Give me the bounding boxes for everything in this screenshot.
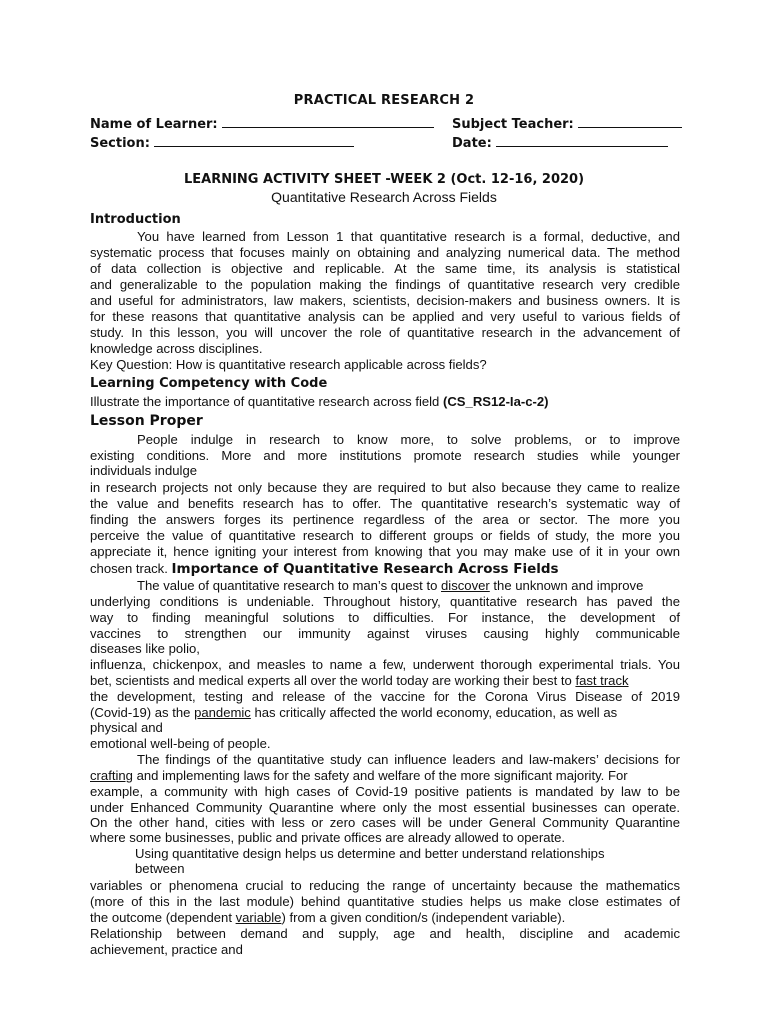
importance-line: emotional well-being of people. — [90, 736, 271, 751]
design-line: between — [135, 861, 185, 876]
page-title: PRACTICAL RESEARCH 2 — [293, 93, 475, 108]
importance-line — [90, 673, 680, 689]
lesson-line: appreciate it, hence igniting your interest from knowing that you may make use of it in your own — [90, 544, 680, 559]
design-line: Using quantitative design helps us determine and better understand relationships — [135, 846, 605, 861]
design-line: variables or phenomena crucial to reducing the range of uncertainty because the mathematics — [90, 878, 680, 893]
activity-sheet-title: LEARNING ACTIVITY SHEET -WEEK 2 (Oct. 12-16, 2020) — [183, 172, 585, 187]
findings-line: On the other hand, cities with less or zero cases will be under General Community Quarantine — [90, 815, 680, 830]
text-run: ) from a given condition/s (independent variable). — [281, 910, 566, 925]
subject-teacher-field — [452, 115, 682, 132]
lesson-line: in research projects not only because they are required to but also because they came to realize — [90, 480, 680, 495]
date-blank[interactable] — [496, 134, 668, 147]
variable-term: variable — [235, 910, 282, 925]
text-run: The value of quantitative research to man’s quest to — [137, 578, 442, 593]
name-of-learner-blank[interactable] — [222, 115, 434, 128]
text-run: (Covid-19) as the — [90, 705, 195, 720]
text-run: and implementing laws for the safety and welfare of the more significant majority. For — [132, 768, 628, 783]
text-run: has critically affected the world economy, education, as well as — [250, 705, 618, 720]
activity-sheet-subtitle: Quantitative Research Across Fields — [271, 189, 497, 205]
text-run: the unknown and improve — [489, 578, 644, 593]
lesson-line: perceive the value of quantitative research to different groups or fields of study, the more you — [90, 528, 680, 543]
intro-line: You have learned from Lesson 1 that quantitative research is a formal, deductive, and — [137, 229, 680, 244]
importance-line — [90, 578, 680, 594]
findings-line: The findings of the quantitative study can influence leaders and law-makers’ decisions for — [137, 752, 680, 767]
key-question: Key Question: How is quantitative research applicable across fields? — [90, 357, 487, 372]
lesson-line-text: chosen track. — [90, 561, 172, 576]
lesson-line: People indulge in research to know more, to solve problems, or to improve — [137, 432, 680, 447]
importance-line: diseases like polio, — [90, 641, 200, 656]
section-date-row — [90, 134, 690, 152]
date-field — [452, 134, 668, 151]
design-line — [90, 910, 680, 926]
intro-line: of data collection is objective and replicable. At the same time, its analysis is statistical — [90, 261, 680, 276]
findings-line: under Enhanced Community Quarantine where only the most essential businesses can operate. — [90, 800, 680, 815]
competency-heading: Learning Competency with Code — [90, 376, 328, 391]
intro-line: for these reasons that quantitative analysis can be applied and very useful to various fields of — [90, 309, 680, 324]
name-of-learner-field — [90, 115, 434, 132]
competency-code: (CS_RS12-Ia-c-2) — [442, 394, 549, 409]
learner-info-row — [90, 115, 690, 133]
lesson-line: finding the answers forges its pertinence regardless of the area or sector. The more you — [90, 512, 680, 527]
lesson-line: existing conditions. More and more institutions promote research studies while younger — [90, 448, 680, 463]
importance-line: physical and — [90, 720, 163, 735]
pandemic-term: pandemic — [194, 705, 251, 720]
intro-line: knowledge across disciplines. — [90, 341, 263, 356]
name-of-learner-label: Name of Learner: — [90, 117, 218, 132]
text-run: the outcome (dependent — [90, 910, 236, 925]
intro-line: study. In this lesson, you will uncover the role of quantitative research in the advancement of — [90, 325, 680, 340]
intro-line: systematic process that focuses mainly on obtaining and analyzing numerical data. The method — [90, 245, 680, 260]
importance-heading: Importance of Quantitative Research Across Fields — [171, 561, 559, 577]
lesson-line — [90, 561, 680, 577]
introduction-heading: Introduction — [90, 212, 181, 227]
competency-text — [90, 394, 680, 410]
importance-line: the development, testing and release of the vaccine for the Corona Virus Disease of 2019 — [90, 689, 680, 704]
intro-line: and useful for administrators, law makers, scientists, decision-makers and business owners. It is — [90, 293, 680, 308]
section-label: Section: — [90, 136, 150, 151]
importance-line: influenza, chickenpox, and measles to name a few, underwent thorough experimental trials. You — [90, 657, 680, 672]
section-blank[interactable] — [154, 134, 354, 147]
importance-line: way to finding meaningful solutions to difficulties. For instance, the development of — [90, 610, 680, 625]
competency-description: Illustrate the importance of quantitative research across field — [90, 394, 443, 409]
section-field — [90, 134, 354, 151]
discover-term: discover — [441, 578, 490, 593]
importance-line — [90, 705, 680, 721]
design-line: (more of this in the last module) behind quantitative studies helps us make close estimates of — [90, 894, 680, 909]
crafting-term: crafting — [90, 768, 133, 783]
date-label: Date: — [452, 136, 492, 151]
design-line: achievement, practice and — [90, 942, 243, 957]
subject-teacher-blank[interactable] — [578, 115, 682, 128]
lesson-line: individuals indulge — [90, 463, 198, 478]
fast-track-term: fast track — [575, 673, 629, 688]
findings-line — [90, 768, 680, 784]
design-line: Relationship between demand and supply, age and health, discipline and academic — [90, 926, 680, 941]
importance-line: vaccines to strengthen our immunity against viruses causing highly communicable — [90, 626, 680, 641]
importance-line: underlying conditions is undeniable. Throughout history, quantitative research has paved the — [90, 594, 680, 609]
text-run: bet, scientists and medical experts all over the world today are working their best to — [90, 673, 576, 688]
findings-line: where some businesses, public and private offices are already allowed to operate. — [90, 830, 566, 845]
intro-line: and generalizable to the population making the findings of quantitative research very credible — [90, 277, 680, 292]
lesson-proper-heading: Lesson Proper — [90, 413, 203, 429]
lesson-line: the value and benefits research has to offer. The quantitative research’s systematic way of — [90, 496, 680, 511]
findings-line: example, a community with high cases of Covid-19 positive patients is mandated by law to be — [90, 784, 680, 799]
subject-teacher-label: Subject Teacher: — [452, 117, 574, 132]
